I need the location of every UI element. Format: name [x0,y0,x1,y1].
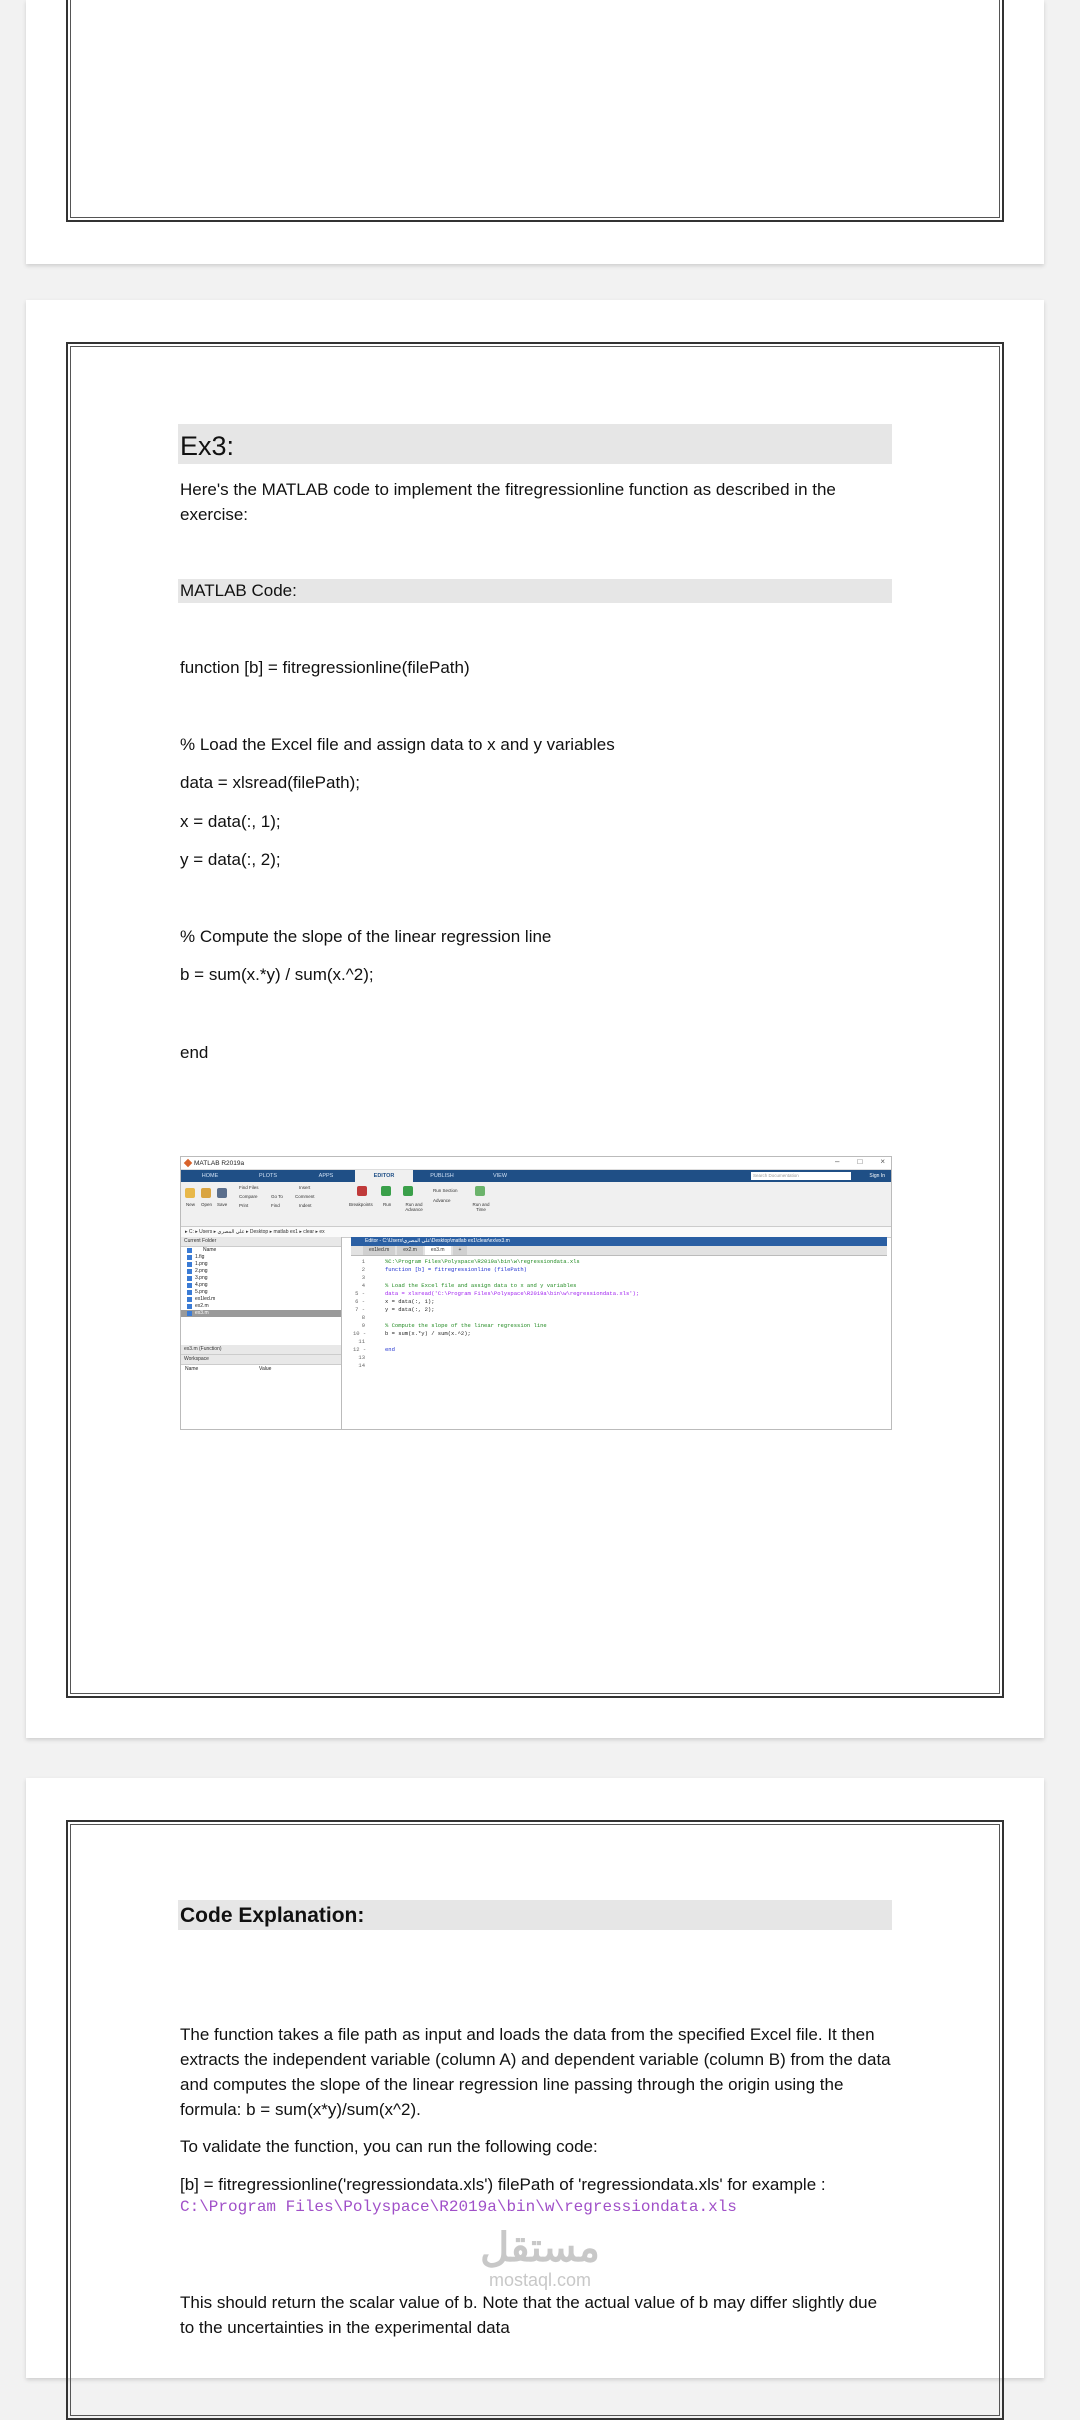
editor-code-line[interactable] [351,1266,887,1274]
sign-in-link[interactable]: Sign In [869,1173,885,1179]
editor-code-line[interactable] [351,1314,887,1322]
validate-paragraph: To validate the function, you can run the following code: [180,2137,598,2156]
code-text: x = data(:, 1); [385,1298,435,1305]
save-icon[interactable] [217,1188,227,1198]
line-number: 8 [361,1314,365,1321]
code-comment-load: % Load the Excel file and assign data to x and y variables [180,735,615,754]
comment-button[interactable]: Comment [295,1194,315,1199]
ex3-heading: Ex3: [178,424,892,464]
tab-editor[interactable]: EDITOR [355,1170,413,1182]
editor-code-line[interactable] [351,1330,887,1338]
line-number: 10 - [353,1330,367,1337]
editor-code-line[interactable] [351,1258,887,1266]
page-1 [26,0,1044,264]
code-area[interactable] [351,1256,887,1370]
page-2-frame [66,342,1004,1698]
matlab-screenshot [180,1156,892,1430]
editor-tab[interactable]: ex1led.m [363,1246,395,1255]
insert-button[interactable]: Insert [299,1185,311,1190]
new-tab-button[interactable]: + [453,1246,468,1255]
search-documentation-input[interactable]: Search Documentation [751,1172,851,1180]
result-note-paragraph: This should return the scalar value of b. Note that the actual value of b may differ slightly due to the uncertainties in the experimental data [180,2293,878,2337]
code-text: function [b] = fitregressionline (filePath) [385,1266,527,1273]
editor-tab[interactable]: ex2.m [397,1246,423,1255]
line-number: 3 [361,1274,365,1281]
intro-paragraph: Here's the MATLAB code to implement the fitregressionline function as described in the exercise: [180,480,836,524]
file-item[interactable]: 4.png [181,1282,341,1289]
minimize-icon[interactable]: – [835,1157,840,1166]
tab-plots[interactable]: PLOTS [258,1173,278,1179]
run-and-advance-button[interactable]: Run and Advance [405,1202,423,1212]
editor-panel [351,1237,887,1429]
new-button[interactable]: New [186,1202,196,1207]
matlab-logo-icon [184,1159,192,1167]
file-item[interactable]: 1.fig [181,1254,341,1261]
tab-apps[interactable]: APPS [318,1173,334,1179]
tab-publish[interactable]: PUBLISH [430,1173,454,1179]
line-number: 5 - [355,1290,365,1297]
breakpoints-button[interactable]: Breakpoints [349,1202,373,1207]
file-item[interactable]: ex1led.m [181,1296,341,1303]
line-number: 2 [361,1266,365,1273]
editor-code-line[interactable] [351,1322,887,1330]
current-path-bar[interactable]: ▸ C: ▸ Users ▸ علي المصري ▸ Desktop ▸ matlab ex1 ▸ clear ▸ ex [181,1227,891,1238]
run-icon[interactable] [381,1186,391,1196]
code-text: y = data(:, 2); [385,1306,435,1313]
editor-code-line[interactable] [351,1298,887,1306]
maximize-icon[interactable]: □ [857,1157,863,1166]
run-and-advance-icon[interactable] [403,1186,413,1196]
new-icon[interactable] [185,1188,195,1198]
code-line-b: b = sum(x.*y) / sum(x.^2); [180,965,374,984]
code-text: b = sum(x.*y) / sum(x.^2); [385,1330,471,1337]
code-line-x: x = data(:, 1); [180,812,281,831]
code-text: % Load the Excel file and assign data to x and y variables [385,1282,577,1289]
line-number: 14 [358,1362,365,1369]
matlab-toolstrip-tabs [181,1170,891,1182]
workspace-name-column[interactable]: Name [185,1366,199,1372]
line-number: 6 - [355,1298,365,1305]
line-number: 4 [361,1282,365,1289]
editor-tabs [351,1246,887,1256]
code-comment-slope: % Compute the slope of the linear regression line [180,927,552,946]
code-text: %C:\Program Files\Polyspace\R2019a\bin\w\regressiondata.xls [385,1258,580,1265]
file-item[interactable]: 3.png [181,1275,341,1282]
file-item-selected[interactable]: ex3.m [181,1310,341,1317]
editor-code-line[interactable] [351,1362,887,1370]
breakpoints-icon[interactable] [357,1186,367,1196]
file-item[interactable]: ex2.m [181,1303,341,1310]
line-number: 1 [361,1258,365,1265]
editor-ribbon [181,1182,891,1227]
print-button[interactable]: Print [239,1203,249,1208]
go-to-button[interactable]: Go To [271,1194,283,1199]
indent-button[interactable]: Indent [299,1203,312,1208]
file-item[interactable]: 2.png [181,1268,341,1275]
code-line-end: end [180,1043,209,1062]
tab-view[interactable]: VIEW [492,1173,508,1179]
code-text: data = xlsread('C:\Program Files\Polyspace\R2019a\bin\w\regressiondata.xls'); [385,1290,640,1297]
line-number: 13 [358,1354,365,1361]
name-column-header[interactable]: Name [181,1247,341,1254]
editor-code-line[interactable] [351,1290,887,1298]
code-text: % Compute the slope of the linear regression line [385,1322,547,1329]
run-and-time-button[interactable]: Run and Time [472,1202,490,1212]
editor-tab-active[interactable]: ex3.m [425,1246,451,1255]
matlab-title-bar: MATLAB R2019a – □ × [181,1157,891,1170]
run-and-time-icon[interactable] [475,1186,485,1196]
editor-code-line[interactable] [351,1306,887,1314]
example-file-path: C:\Program Files\Polyspace\R2019a\bin\w\regressiondata.xls [180,2198,737,2216]
tab-home[interactable]: HOME [201,1173,219,1179]
editor-code-line[interactable] [351,1274,887,1282]
run-button[interactable]: Run [383,1202,392,1207]
current-folder-panel [181,1237,342,1429]
editor-code-line[interactable] [351,1354,887,1362]
line-number: 9 [361,1322,365,1329]
code-text: end [385,1346,395,1353]
close-icon[interactable]: × [880,1157,885,1166]
open-button[interactable]: Open [201,1202,213,1207]
code-line-y: y = data(:, 2); [180,850,281,869]
code-explanation-heading: Code Explanation: [178,1900,892,1930]
file-item[interactable]: 5.png [181,1289,341,1296]
editor-code-line[interactable] [351,1282,887,1290]
workspace-header: Workspace [181,1355,341,1365]
editor-title-bar: Editor - C:\Users\علي المصري\Desktop\matlab ex1\clear\ex\ex3.m [351,1237,887,1246]
find-button[interactable]: Find [271,1203,280,1208]
details-header: ex3.m (Function) [181,1345,341,1355]
editor-code-line[interactable] [351,1346,887,1354]
editor-code-line[interactable] [351,1338,887,1346]
current-folder-header: Current Folder [181,1237,341,1247]
run-section-button[interactable]: Run Section [433,1188,458,1193]
example-call-paragraph: [b] = fitregressionline('regressiondata.xls') filePath of 'regressiondata.xls' for example : C:\Program Files\Polyspace\R2019a\bin\w\regressiondata.xls [180,2172,892,2217]
code-heading: MATLAB Code: [178,579,892,603]
code-line-function: function [b] = fitregressionline(filePath) [180,658,470,677]
code-line-data: data = xlsread(filePath); [180,773,361,792]
compare-button[interactable]: Compare [239,1194,258,1199]
open-icon[interactable] [201,1188,211,1198]
advance-button[interactable]: Advance [433,1198,451,1203]
file-item[interactable]: 1.png [181,1261,341,1268]
line-number: 12 - [353,1346,367,1353]
page-1-frame [66,0,1004,222]
mostaql-watermark: مستقل mostaql.com [480,2226,600,2290]
line-number: 7 - [355,1306,365,1313]
line-number: 11 [358,1338,365,1345]
explanation-paragraph: The function takes a file path as input and loads the data from the specified Excel file. It then extracts the independent variable (column A) and dependent variable (column B) from the data and computes the slope of the linear regression line passing through the origin using the formula: b = sum(x*y)/sum(x^2). [180,2025,891,2119]
save-button[interactable]: Save [217,1202,228,1207]
workspace-value-column[interactable]: Value [259,1366,272,1372]
find-files-button[interactable]: Find Files [239,1185,259,1190]
